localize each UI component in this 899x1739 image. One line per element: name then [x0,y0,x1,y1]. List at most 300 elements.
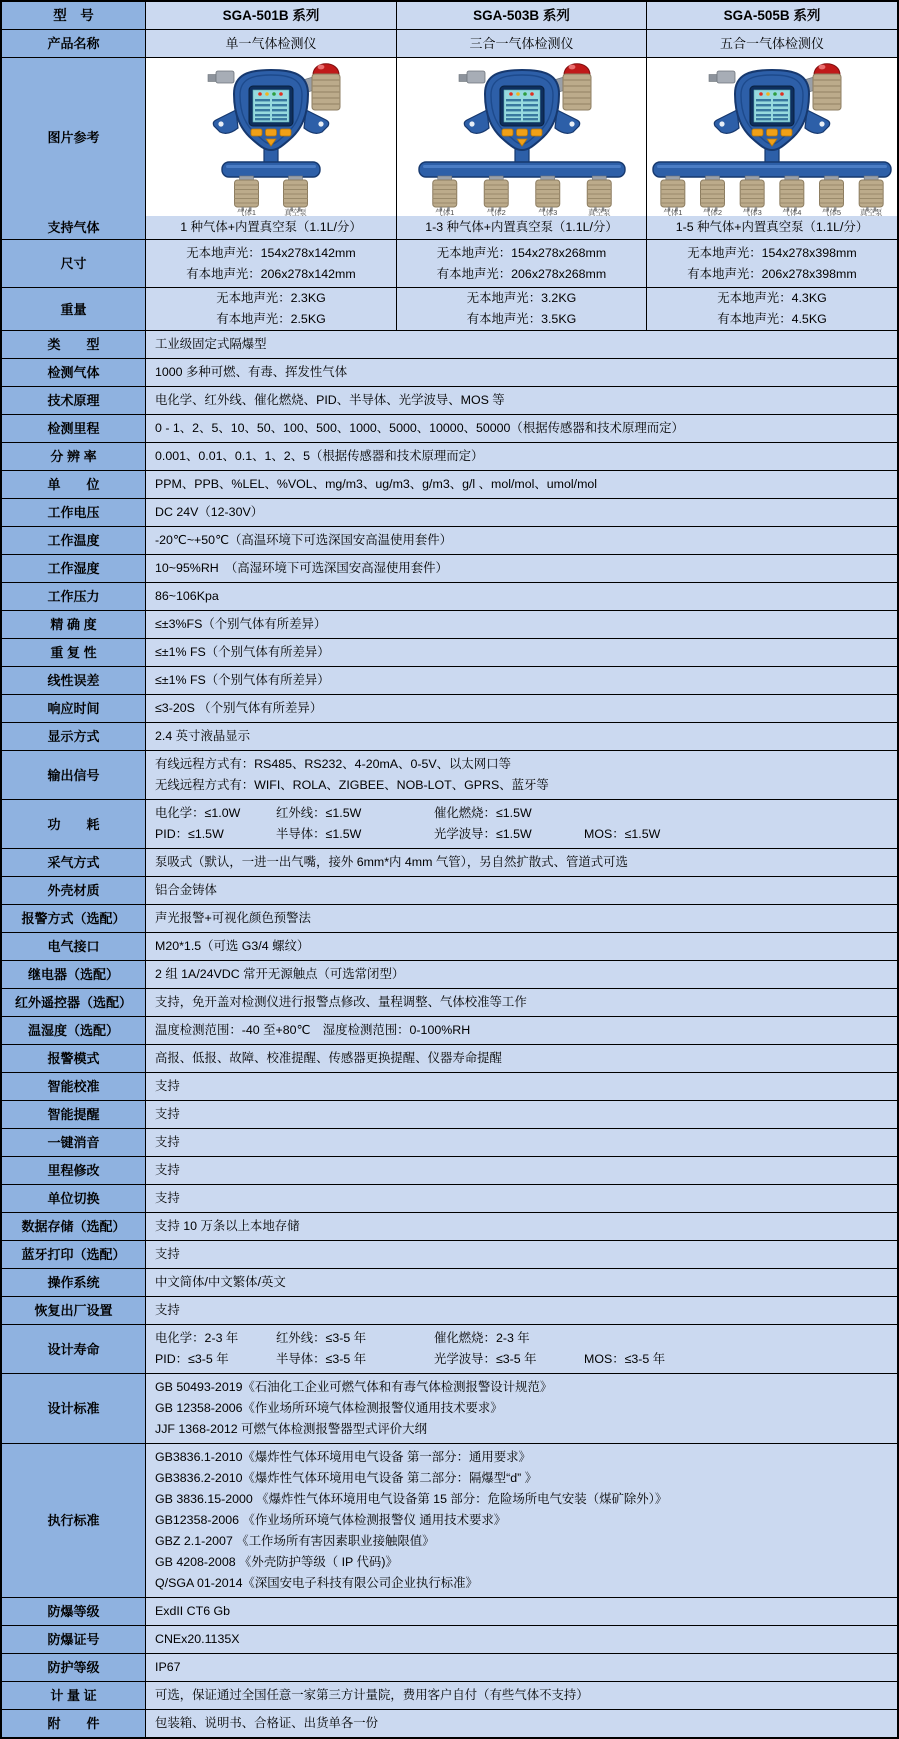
sensor-cylinder [284,176,308,212]
spec-row [2,1297,897,1325]
spec-value-cell [146,639,897,666]
spec-value-cell [146,961,897,988]
row-label-text: 数据存储（选配） [21,1219,126,1234]
row-label-text: 类 型 [47,337,100,352]
spec-row [2,387,897,415]
mount-ear-right [805,110,830,133]
spec-row [2,933,897,961]
sensor-label: 气体1 [663,208,683,216]
row-label-text: 单位切换 [47,1191,100,1206]
row-label-text: 工作电压 [47,505,100,520]
sensor-label: 气体5 [821,208,842,216]
supported-gas-row [2,216,897,240]
keypad-button [531,129,542,136]
row-label [2,2,146,29]
mount-fitting [717,71,735,83]
spec-value-segment: 半导体：≤1.5W [276,827,362,841]
spec-value-line: 支持 [155,1079,180,1093]
row-label [2,611,146,638]
dimensions-row [2,240,897,288]
spec-value-line: -20℃~+50℃（高温环境下可选深国安高温使用套件） [155,533,453,547]
row-label [2,1444,146,1597]
keypad-button [516,129,527,136]
spec-row [2,695,897,723]
spec-value-line: 支持 [155,1247,180,1261]
model-header-row [2,2,897,30]
spec-value-line: 10~95%RH （高湿环境下可选深国安高湿使用套件） [155,561,448,575]
spec-value-cell [146,527,897,554]
row-label-text: 防爆证号 [47,1632,100,1647]
spec-value-segment: 电化学：2-3 年 [155,1331,239,1345]
spec-value-segment: 红外线：≤1.5W [276,806,362,820]
spec-value-cell [146,555,897,582]
spec-row [2,667,897,695]
mount-ear-left [213,110,238,133]
dimensions-cell [397,240,647,287]
row-label-text: 显示方式 [47,729,100,744]
row-label-text: 里程修改 [47,1163,100,1178]
row-label-text: 单 位 [47,477,100,492]
spec-value-cell [146,1297,897,1324]
spec-row [2,989,897,1017]
row-label [2,849,146,876]
sensor-label: 气体3 [537,208,557,216]
row-label [2,1185,146,1212]
row-label-text: 输出信号 [47,767,100,783]
spec-value-cell [146,1654,897,1681]
keypad-button [767,129,778,136]
product-image-cell [146,58,397,216]
spec-value-line: 电化学、红外线、催化燃烧、PID、半导体、光学波导、MOS 等 [155,393,505,407]
row-label [2,639,146,666]
spec-row [2,1269,897,1297]
spec-value-segment: 红外线：≤3-5 年 [276,1331,367,1345]
sensor-label: 气体2 [486,208,506,216]
spec-value-line: 支持 [155,1107,180,1121]
spec-value-cell [146,1101,897,1128]
sensor-label: 气体4 [782,208,802,216]
spec-value-cell [146,800,897,848]
spec-row [2,555,897,583]
spec-value-line: ≤3-20S （个别气体有所差异） [155,701,323,715]
row-label [2,1213,146,1240]
row-label [2,877,146,904]
alarm-beacon-dome-icon [313,64,339,75]
row-label-text: 检测里程 [47,421,100,436]
keypad-button [781,129,792,136]
row-label-text: 功 耗 [47,816,100,832]
spec-value-cell [146,443,897,470]
row-label [2,387,146,414]
row-label-text: 精 确 度 [50,617,97,632]
row-label [2,1626,146,1653]
row-label [2,1325,146,1373]
spec-row [2,1654,897,1682]
spec-value-columns [155,824,660,845]
sensor-label: 真空泵 [859,208,883,216]
row-label [2,1017,146,1044]
mount-fitting [467,71,485,83]
spec-value-line: ≤±1% FS（个别气体有所差异） [155,645,330,659]
sensor-cylinder [535,176,559,212]
row-label [2,1045,146,1072]
weight-value: 有本地声光：4.5KG [717,312,827,326]
spec-value-cell [146,471,897,498]
spec-value-line: ExdII CT6 Gb [155,1604,231,1618]
status-led-red [258,92,262,96]
row-label-text: 采气方式 [47,855,100,870]
spec-value-columns [155,1349,665,1370]
row-label-text: 智能提醒 [47,1107,100,1122]
model-name: SGA-505B 系列 [723,8,821,23]
row-label [2,583,146,610]
weight-value: 有本地声光：2.5KG [216,312,326,326]
spec-value-line: PPM、PPB、%LEL、%VOL、mg/m3、ug/m3、g/m3、g/l 、mol/mol、umol/mol [155,477,598,491]
dimension-value: 无本地声光：154x278x268mm [436,245,607,260]
spec-value-line: 高报、低报、故障、校准提醒、传感器更换提醒、仪器寿命提醒 [155,1051,502,1065]
spec-value-line: 声光报警+可视化颜色预警法 [155,911,311,925]
spec-row [2,723,897,751]
spec-row [2,1682,897,1710]
spec-row [2,443,897,471]
row-label-text: 尺寸 [60,256,87,271]
supported-gas-value: 1-3 种气体+内置真空泵（1.1L/分） [425,220,618,234]
sensor-label: 气体1 [434,208,454,216]
row-label-text: 工作温度 [47,533,100,548]
row-label [2,1598,146,1625]
sensor-cylinder [780,176,804,212]
model-cell [397,2,647,29]
spec-row [2,1185,897,1213]
spec-value-cell [146,331,897,358]
spec-value-line: GB3836.1-2010《爆炸性气体环境用电气设备 第一部分：通用要求》 [155,1450,531,1464]
weight-cell [647,288,897,330]
spec-value-line: 有线远程方式有：RS485、RS232、4-20mA、0-5V、以太网口等 [155,757,511,771]
row-label [2,288,146,330]
spec-value-segment: MOS：≤1.5W [584,827,661,841]
row-label [2,58,146,216]
spec-row [2,359,897,387]
sensor-cylinder [484,176,508,212]
spec-value-line: 支持 [155,1303,180,1317]
row-label-text: 工作压力 [47,589,100,604]
row-label-text: 产品名称 [47,36,100,51]
status-led-green [523,92,527,96]
spec-row [2,1325,897,1374]
spec-value-line: 工业级固定式隔爆型 [155,337,267,351]
row-label [2,527,146,554]
spec-row [2,800,897,849]
spec-value-cell [146,611,897,638]
alarm-beacon-dome-icon [814,64,840,75]
row-label-text: 响应时间 [47,701,100,716]
beacon-highlight [568,65,575,70]
sensor-cylinder [587,176,611,212]
spec-value-cell [146,989,897,1016]
row-label [2,1297,146,1324]
row-label-text: 电气接口 [47,939,100,954]
dimensions-cell [146,240,397,287]
spec-row [2,1129,897,1157]
spec-value-cell [146,667,897,694]
dimension-value: 有本地声光：206x278x268mm [436,266,607,281]
product-image-cell [647,58,897,216]
model-name: SGA-503B 系列 [473,8,570,23]
row-label-text: 执行标准 [47,1513,100,1528]
spec-value-cell [146,751,897,799]
spec-value-cell [146,1682,897,1709]
weight-value: 无本地声光：4.3KG [717,291,827,305]
spec-value-cell [146,1269,897,1296]
spec-value-line: 中文简体/中文繁体/英文 [155,1275,286,1289]
spec-value-segment: 光学波导：≤1.5W [434,827,532,841]
keypad-button [280,129,291,136]
spec-value-cell [146,415,897,442]
spec-value-cell [146,1185,897,1212]
spec-value-cell [146,583,897,610]
status-led-red [509,92,513,96]
product-name: 单一气体检测仪 [225,36,317,51]
spec-row [2,471,897,499]
sensor-label: 气体3 [742,208,762,216]
row-label [2,751,146,799]
row-label-text: 检测气体 [47,365,100,380]
row-label-text: 设计寿命 [47,1341,100,1357]
spec-value-line: 可选，保证通过全国任意一家第三方计量院，费用客户自付（有些气体不支持） [155,1688,589,1702]
spec-value-segment: PID：≤3-5 年 [155,1352,229,1366]
keypad-button [752,129,763,136]
supported-gas-value: 1-5 种气体+内置真空泵（1.1L/分） [675,220,869,234]
dimension-value: 无本地声光：154x278x398mm [687,245,857,260]
spec-value-cell [146,1241,897,1268]
spec-row [2,1213,897,1241]
spec-value-cell [146,1598,897,1625]
spec-value-line: GB 50493-2019《石油化工企业可燃气体和有毒气体检测报警设计规范》 [155,1380,553,1394]
spec-value-line: IP67 [155,1660,181,1674]
row-label [2,1654,146,1681]
spec-value-line: GB 12358-2006《作业场所环境气体检测报警仪通用技术要求》 [155,1401,503,1415]
spec-value-line: 泵吸式（默认，一进一出气嘴，接外 6mm*内 4mm 气管），另自然扩散式、管道式可选 [155,855,628,869]
row-label-text: 重 复 性 [50,645,97,660]
row-label [2,905,146,932]
row-label-text: 重量 [60,301,87,317]
spec-value-line: 0 - 1、2、5、10、50、100、500、1000、5000、10000、50000（根据传感器和技术原理而定） [155,421,684,435]
row-label-text: 继电器（选配） [27,967,119,982]
row-label [2,415,146,442]
sensor-cylinder [701,176,725,212]
spec-value-cell [146,849,897,876]
row-label-text: 操作系统 [47,1275,100,1290]
spec-row [2,1444,897,1598]
row-label [2,667,146,694]
status-led-green [773,92,777,96]
spec-value-segment: 催化燃烧：2-3 年 [434,1331,530,1345]
spec-row [2,961,897,989]
product-name-cell [397,30,647,57]
spec-value-segment: 催化燃烧：≤1.5W [434,806,532,820]
spec-value-cell [146,1444,897,1597]
spec-value-line: 包装箱、说明书、合格证、出货单各一份 [155,1716,379,1730]
spec-value-cell [146,905,897,932]
row-label [2,1129,146,1156]
sensor-cylinder [432,176,456,212]
spec-row [2,1017,897,1045]
spec-value-line: 2.4 英寸液晶显示 [155,729,251,743]
spec-value-line: 支持 [155,1163,180,1177]
spec-row [2,1101,897,1129]
status-led-red [759,92,763,96]
spec-value-line: CNEx20.1135X [155,1632,240,1646]
row-label [2,723,146,750]
dimension-value: 有本地声光：206x278x142mm [186,266,356,281]
status-led-yellow [766,92,770,96]
product-name: 五合一气体检测仪 [719,36,824,51]
row-label-text: 分 辨 率 [50,449,97,464]
sensor-manifold [222,162,320,177]
spec-value-cell [146,1017,897,1044]
spec-value-cell [146,1157,897,1184]
row-label-text: 报警模式 [47,1051,100,1066]
spec-value-segment: MOS：≤3-5 年 [584,1352,666,1366]
row-label-text: 蓝牙打印（选配） [21,1247,126,1262]
spec-value-line: 温度检测范围：-40 至+80℃ 湿度检测范围：0-100%RH [155,1023,471,1037]
row-label [2,331,146,358]
mount-ear-left [714,110,739,133]
spec-row [2,499,897,527]
sensor-label: 真空泵 [587,208,610,216]
spec-row [2,905,897,933]
supported-gas-cell [397,216,647,239]
spec-value-segment: 电化学：≤1.0W [155,806,241,820]
spec-value-cell [146,1073,897,1100]
sensor-cylinder [820,176,844,212]
spec-value-cell [146,1626,897,1653]
spec-value-line: 支持 [155,1135,180,1149]
spec-value-cell [146,359,897,386]
spec-value-line: 支持 10 万条以上本地存储 [155,1219,300,1233]
spec-row [2,1157,897,1185]
product-name: 三合一气体检测仪 [469,36,574,51]
spec-row [2,1045,897,1073]
row-label-text: 智能校准 [47,1079,100,1094]
spec-value-line: 无线远程方式有：WIFI、ROLA、ZIGBEE、NOB-LOT、GPRS、蓝牙等 [155,778,549,792]
keypad-button [502,129,513,136]
spec-value-line: 铝合金铸体 [155,883,217,897]
model-cell [647,2,897,29]
row-label-text: 设计标准 [47,1401,100,1416]
spec-value-cell [146,723,897,750]
row-label [2,933,146,960]
spec-value-line: 1000 多种可燃、有毒、挥发性气体 [155,365,348,379]
spec-value-cell [146,1045,897,1072]
spec-value-cell [146,1213,897,1240]
row-label [2,1269,146,1296]
spec-value-line: GB12358-2006 《作业场所环境气体检测报警仪 通用技术要求》 [155,1513,507,1527]
model-name: SGA-501B 系列 [222,8,320,23]
keypad-button [266,129,277,136]
row-label-text: 附 件 [47,1716,100,1731]
spec-value-line: DC 24V（12-30V） [155,505,264,519]
spec-row [2,751,897,800]
row-label-text: 技术原理 [47,393,100,408]
row-label [2,471,146,498]
product-name-row [2,30,897,58]
supported-gas-cell [146,216,397,239]
status-led-green [272,92,276,96]
row-label [2,499,146,526]
row-label [2,30,146,57]
row-label-text: 图片参考 [47,129,100,145]
spec-value-line: Q/SGA 01-2014《深国安电子科技有限公司企业执行标准》 [155,1576,478,1590]
spec-row [2,849,897,877]
row-label [2,1682,146,1709]
spec-value-line: 支持，免开盖对检测仪进行报警点修改、量程调整、气体校准等工作 [155,995,527,1009]
spec-value-line: 支持 [155,1191,180,1205]
row-label-text: 温湿度（选配） [27,1023,119,1038]
spec-value-line: GBZ 2.1-2007 《工作场所有害因素职业接触限值》 [155,1534,435,1548]
sensor-label: 气体1 [236,208,257,216]
sensor-label: 真空泵 [284,208,307,216]
model-cell [146,2,397,29]
spec-value-line: 2 组 1A/24VDC 常开无源触点（可选常闭型） [155,967,405,981]
spec-value-cell [146,499,897,526]
spec-value-line: M20*1.5（可选 G3/4 螺纹） [155,939,310,953]
product-name-cell [647,30,897,57]
dimension-value: 无本地声光：154x278x142mm [186,245,356,260]
spec-value-cell [146,877,897,904]
spec-value-cell [146,387,897,414]
row-label [2,800,146,848]
mount-ear-left [464,110,489,133]
product-name-cell [146,30,397,57]
spec-value-segment: 半导体：≤3-5 年 [276,1352,367,1366]
spec-row [2,527,897,555]
sensor-cylinder [235,176,259,212]
spec-row [2,1374,897,1444]
sensor-cylinder [859,176,883,212]
gas-detector-illustration [397,58,647,216]
supported-gas-value: 1 种气体+内置真空泵（1.1L/分） [180,220,362,234]
spec-row [2,1710,897,1737]
mount-ear-right [555,110,580,133]
spec-value-cell [146,1325,897,1373]
spec-value-cell [146,1374,897,1443]
spec-value-cell [146,695,897,722]
alarm-beacon-dome-icon [564,64,590,75]
row-label-text: 报警方式（选配） [21,911,126,926]
keypad-button [251,129,262,136]
row-label-text: 工作湿度 [47,561,100,576]
spec-row [2,415,897,443]
row-label [2,1073,146,1100]
spec-value-cell [146,1710,897,1737]
weight-value: 无本地声光：3.2KG [466,291,577,305]
sensor-label: 气体2 [702,208,723,216]
dimensions-cell [647,240,897,287]
row-label-text: 计 量 证 [50,1688,97,1703]
sensor-cylinder [740,176,764,212]
row-label-text: 恢复出厂设置 [34,1303,113,1318]
row-label-text: 线性误差 [47,673,100,688]
spec-row [2,1598,897,1626]
row-label [2,1241,146,1268]
spec-value-line: 0.001、0.01、0.1、1、2、5（根据传感器和技术原理而定） [155,449,484,463]
row-label [2,216,146,239]
weight-value: 有本地声光：3.5KG [466,312,577,326]
image-row [2,58,897,216]
mount-ear-right [304,110,329,133]
row-label-text: 型 号 [53,8,94,23]
